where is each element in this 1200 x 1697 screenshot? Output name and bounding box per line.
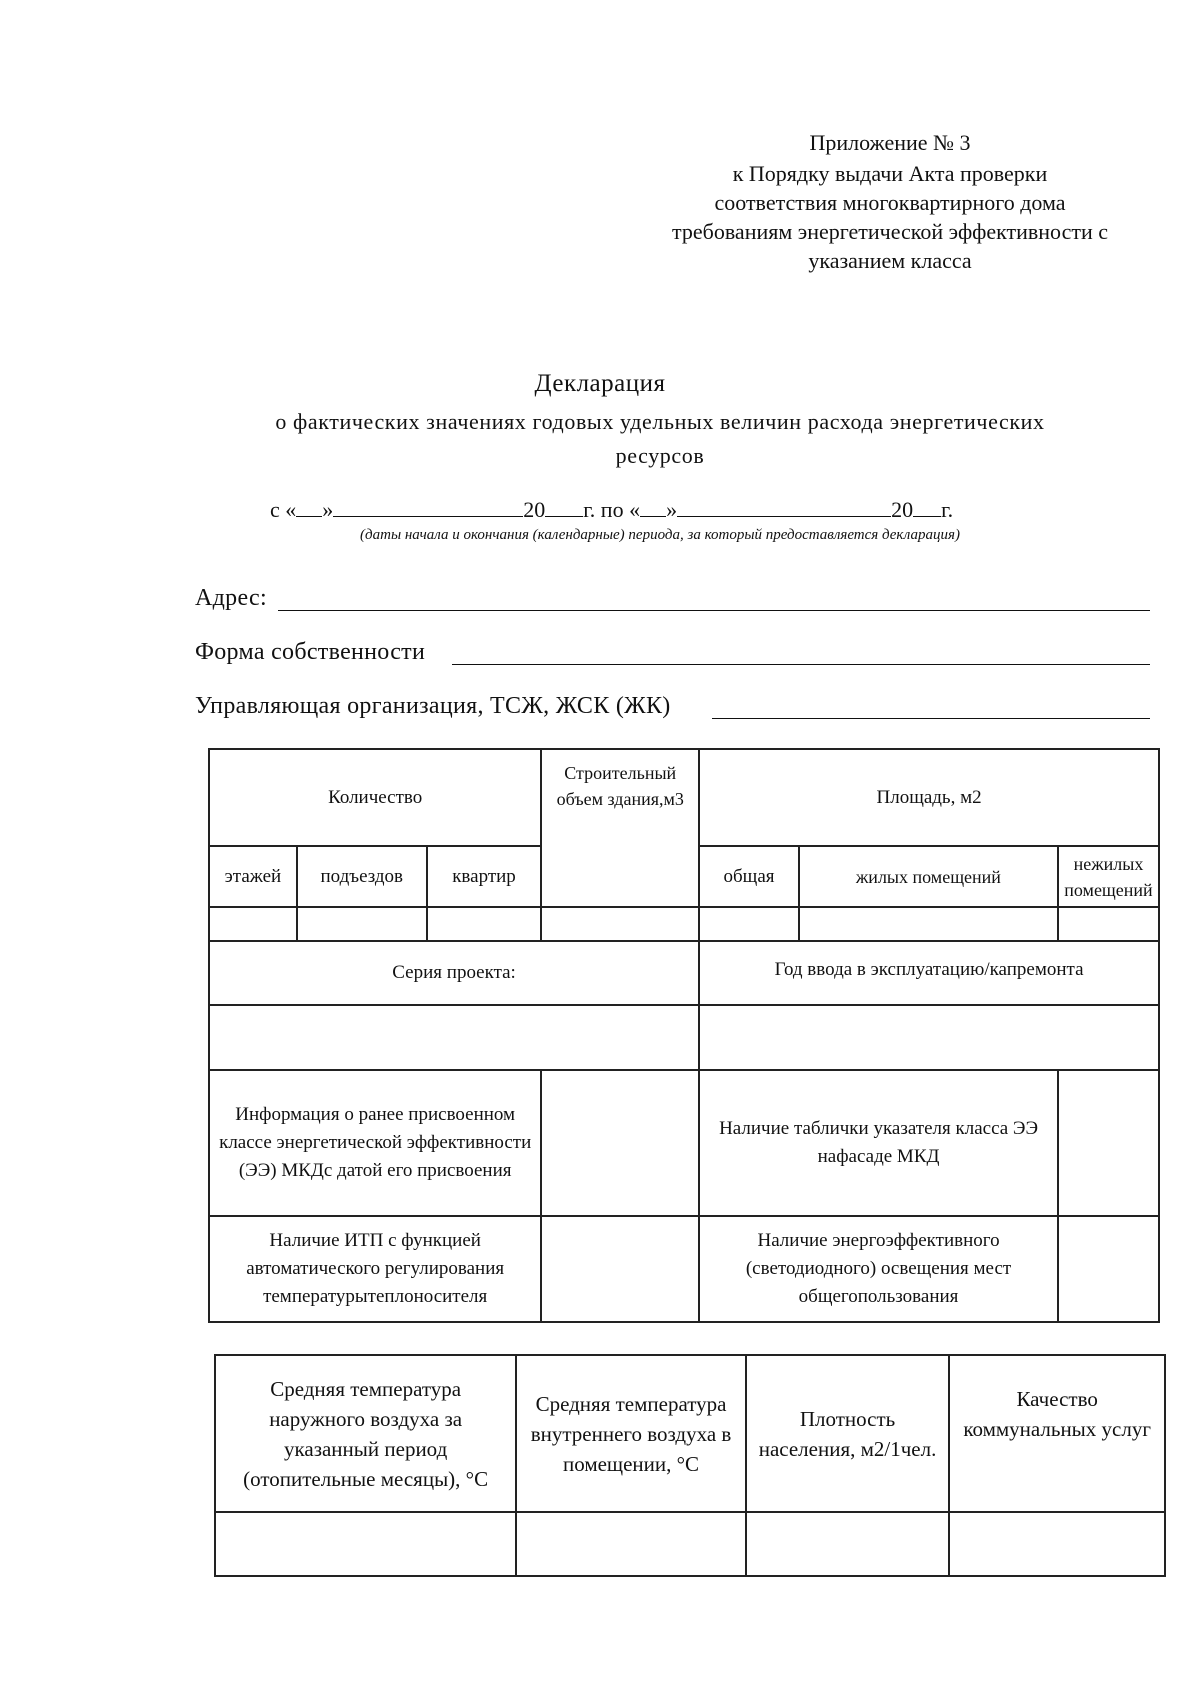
document-subtitle: [200, 405, 1120, 473]
commission-year-value[interactable]: [699, 1005, 1159, 1070]
led-lighting-label: Наличие энергоэффективного (светодиодного) освещения мест общегопользования: [699, 1216, 1058, 1322]
entrances-header: подъездов: [297, 846, 427, 907]
appendix-line: указанием класса: [808, 248, 972, 273]
day-from-blank[interactable]: [296, 496, 322, 517]
commission-year-label: Год ввода в эксплуатацию/капремонта: [699, 941, 1159, 1005]
prev-class-value[interactable]: [541, 1070, 699, 1216]
services-quality-value[interactable]: [949, 1512, 1165, 1576]
address-input-line[interactable]: [278, 610, 1150, 611]
ownership-label: Форма собственности: [195, 639, 426, 665]
outdoor-temp-value[interactable]: [215, 1512, 516, 1576]
management-label: Управляющая организация, ТСЖ, ЖСК (ЖК): [195, 693, 671, 719]
outdoor-temp-header: Средняя температура наружного воздуха за указанный период (отопительные месяцы), °С: [215, 1355, 516, 1512]
services-quality-header: Качество коммунальных услуг: [949, 1355, 1165, 1512]
area-total-value[interactable]: [699, 907, 799, 941]
period-note: (даты начала и окончания (календарные) периода, за который предоставляется декларация): [360, 527, 960, 543]
prev-class-label: Информация о ранее присвоенном классе энергетической эффективности (ЭЭ) МКДс датой его присвоения: [209, 1070, 541, 1216]
period-line: [270, 496, 1070, 523]
ownership-input-line[interactable]: [452, 664, 1150, 665]
area-total-header: общая: [699, 846, 799, 907]
year-prefix-to: 20: [891, 497, 914, 522]
facade-sign-label: Наличие таблички указателя класса ЭЭ нафасаде МКД: [699, 1070, 1058, 1216]
conditions-table: [214, 1354, 1166, 1577]
month-to-blank[interactable]: [677, 496, 891, 517]
volume-header: Строительный объем здания,м3: [541, 749, 699, 907]
appendix-block: [640, 128, 1140, 275]
appendix-line: к Порядку выдачи Акта проверки: [732, 161, 1048, 186]
volume-value[interactable]: [541, 907, 699, 941]
entrances-value[interactable]: [297, 907, 427, 941]
density-value[interactable]: [746, 1512, 950, 1576]
day-to-blank[interactable]: [640, 496, 666, 517]
area-nonresidential-value[interactable]: [1058, 907, 1159, 941]
quantity-header: Количество: [209, 749, 541, 846]
year-from-blank[interactable]: [545, 496, 583, 517]
building-info-table: [208, 748, 1160, 1323]
indoor-temp-header: Средняя температура внутреннего воздуха в помещении, °С: [516, 1355, 746, 1512]
ownership-field: [195, 639, 425, 666]
year-to-blank[interactable]: [913, 496, 941, 517]
area-header: Площадь, м2: [699, 749, 1159, 846]
project-series-value[interactable]: [209, 1005, 699, 1070]
indoor-temp-value[interactable]: [516, 1512, 746, 1576]
address-label: Адрес:: [195, 585, 267, 611]
project-series-label: Серия проекта:: [209, 941, 699, 1005]
area-nonresidential-header: нежилых помещений: [1058, 846, 1159, 907]
management-input-line[interactable]: [712, 718, 1150, 719]
floors-value[interactable]: [209, 907, 297, 941]
quote-close: »: [666, 497, 678, 522]
address-field: [195, 585, 267, 612]
subtitle-line: о фактических значениях годовых удельных величин расхода энергетических: [275, 409, 1045, 434]
density-header: Плотность населения, м2/1чел.: [746, 1355, 950, 1512]
period-from-prefix: с «: [270, 497, 297, 522]
floors-header: этажей: [209, 846, 297, 907]
month-from-blank[interactable]: [333, 496, 523, 517]
quote-close: »: [322, 497, 334, 522]
appendix-line: требованиям энергетической эффективности с: [671, 219, 1108, 244]
appendix-line: соответствия многоквартирного дома: [714, 190, 1066, 215]
subtitle-line: ресурсов: [615, 443, 705, 468]
apartments-value[interactable]: [427, 907, 542, 941]
facade-sign-value[interactable]: [1058, 1070, 1159, 1216]
management-field: [195, 693, 671, 720]
document-title: Декларация: [534, 370, 666, 397]
area-residential-value[interactable]: [799, 907, 1058, 941]
apartments-header: квартир: [427, 846, 542, 907]
itp-value[interactable]: [541, 1216, 699, 1322]
area-residential-header: жилых помещений: [799, 846, 1058, 907]
itp-label: Наличие ИТП с функцией автоматического регулирования температурытеплоносителя: [209, 1216, 541, 1322]
period-to-prefix: г. по «: [583, 497, 641, 522]
year-prefix-from: 20: [523, 497, 546, 522]
appendix-number: Приложение № 3: [809, 130, 971, 155]
led-lighting-value[interactable]: [1058, 1216, 1159, 1322]
period-end-suffix: г.: [941, 497, 954, 522]
